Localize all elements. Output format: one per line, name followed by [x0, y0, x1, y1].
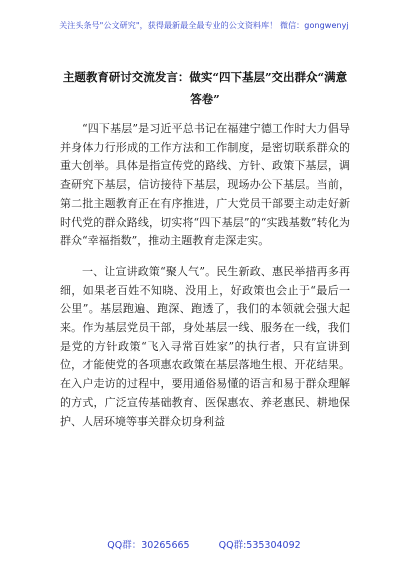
document-title: 主题教育研讨交流发言：做实“四下基层”交出群众“满意答卷”: [62, 70, 348, 106]
paragraph-intro: “四下基层”是习近平总书记在福建宁德工作时大力倡导并身体力行形成的工作方法和工作制度，是密切联系群众的重大创举。具体是指宣传党的路线、方针、政策下基层，调查研究下基层，信访接待下基层，现场办公下基层。当前，第二批主题教育正在有序推进，广大党员干部要主动走好新时代党的群众路线，切实将“四下基层”的“实践基数”转化为群众“幸福指数”，推动主题教育走深走实。: [60, 122, 350, 248]
document-body: [60, 120, 350, 431]
paragraph-section-one: 一、让宣讲政策“聚人气”。民生新政、惠民举措再多再细，如果老百姓不知晓、没用上，好政策也会止于“最后一公里”。基层跑遍、跑深、跑透了，我们的本领就会强大起来。作为基层党员干部，身处基层一线、服务在一线，我们是党的方针政策“飞入寻常百姓家”的执行者，只有宣讲到位，才能使党的各项惠农政策在基层落地生根、开花结果。在入户走访的过程中，要用通俗易懂的语言和易于群众理解的方式，广泛宣传基础教育、医保惠农、养老惠民、耕地保护、人居环境等事关群众切身利益: [60, 264, 350, 428]
footer-qq-group-1: QQ群：30265665: [107, 540, 190, 551]
watermark-header: 关注头条号"公文研究"，获得最新最全最专业的公文资料库！ 微信：gongwenyj: [59, 21, 349, 30]
watermark-footer: [0, 537, 408, 551]
footer-qq-group-2: QQ群:535304092: [218, 540, 301, 551]
